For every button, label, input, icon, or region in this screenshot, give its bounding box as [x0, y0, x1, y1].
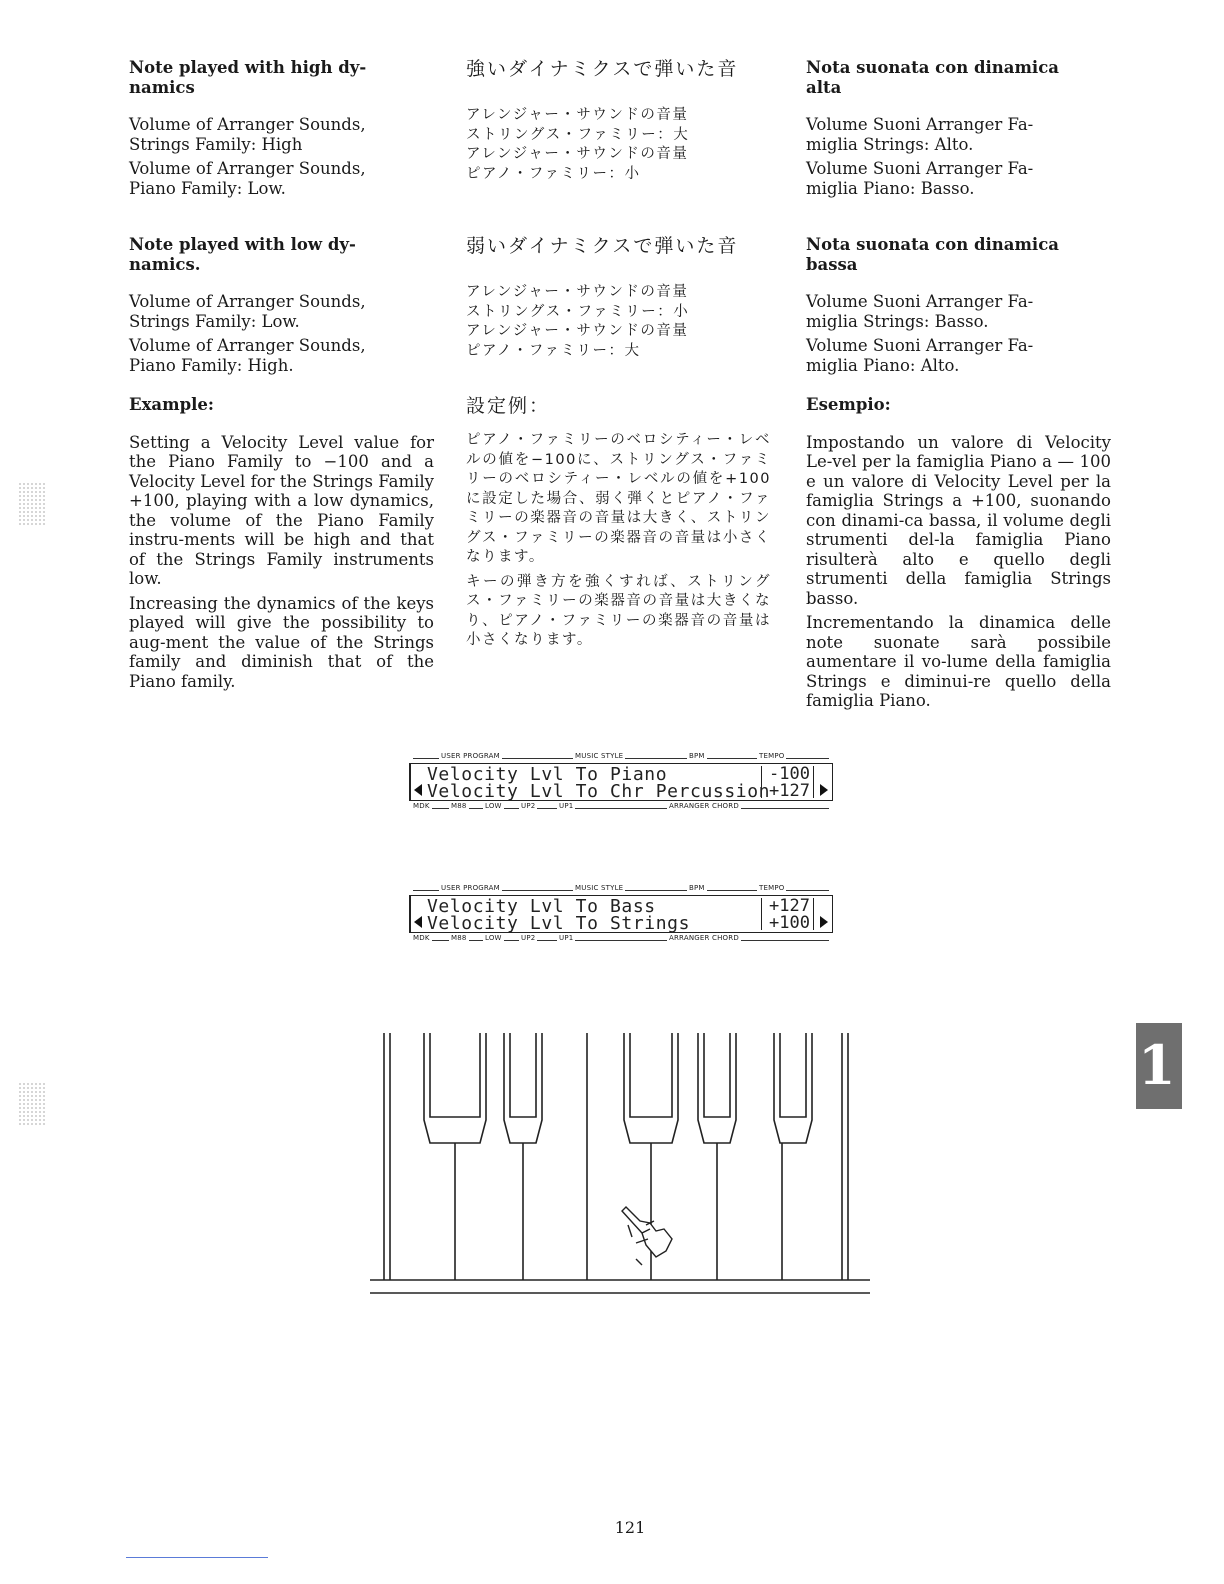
label-low: LOW [485, 934, 502, 942]
jp-high-lines: アレンジャー・サウンドの音量 ストリングス・ファミリー：大 アレンジャー・サウンドの音量 ピアノ・ファミリー：小 [466, 107, 690, 182]
label-up2: UP2 [521, 802, 536, 810]
lcd-screen [409, 895, 833, 933]
lcd-top-labels [409, 883, 833, 895]
en-example-p2: Increasing the dynamics of the keys played will give the possibility to aug-ment the value of the Strings family and diminish that of the Piano family. [129, 593, 434, 691]
label-arranger-chord: ARRANGER CHORD [669, 802, 739, 810]
jp-example-p1: ピアノ・ファミリーのベロシティー・レベルの値を−100に、ストリングス・ファミリーのベロシティー・レベルの値を+100に設定した場合、弱く弾くとピアノ・ファミリーの楽器音の音量は大きく、ストリングス・ファミリーの楽器音の音量は小さくなります。 [466, 432, 771, 565]
lcd-bottom-labels [409, 801, 833, 813]
jp-low-heading: 弱いダイナミクスで弾いた音 [466, 235, 739, 257]
jp-section-example [466, 395, 771, 656]
label-tempo: TEMPO [759, 884, 785, 892]
label-arranger-chord: ARRANGER CHORD [669, 934, 739, 942]
label-bpm: BPM [689, 884, 705, 892]
label-up2: UP2 [521, 934, 536, 942]
label-music-style: MUSIC STYLE [575, 752, 624, 760]
lcd-divider-right [813, 898, 814, 930]
it-example-p2: Incrementando la dinamica delle note suonate sarà possibile aumentare il vo-lume della famiglia Strings e diminui-re quello della famiglia Piano. [806, 613, 1111, 710]
en-section-high [129, 58, 434, 203]
it-example-p1: Impostando un valore di Velocity Le-vel per la famiglia Piano a — 100 e un valore di Velocity Level per la famiglia Strings a +100, suonando con dinami-ca bassa, il volume degli strumenti del-la famiglia Piano risulterà alto e quello degli strumenti della famiglia Strings basso. [806, 432, 1111, 608]
lcd-screen [409, 763, 833, 801]
keyboard-illustration [360, 1025, 880, 1300]
lcd-display-2 [409, 883, 833, 945]
it-example-heading: Esempio: [806, 395, 891, 414]
it-section-high [806, 58, 1111, 203]
scan-noise [18, 1082, 46, 1126]
en-high-strings: Volume of Arranger Sounds, Strings Family: High [129, 115, 366, 154]
page-number: 121 [614, 1518, 646, 1537]
it-high-piano: Volume Suoni Arranger Fa- miglia Piano: Basso. [806, 159, 1034, 198]
label-up1: UP1 [559, 802, 574, 810]
jp-example-p2: キーの弾き方を強くすれば、ストリングス・ファミリーの楽器音の音量は大きくなり、ピアノ・ファミリーの楽器音の音量は小さくなります。 [466, 573, 771, 648]
lcd-display-1 [409, 751, 833, 813]
it-low-piano: Volume Suoni Arranger Fa- miglia Piano: Alto. [806, 336, 1034, 375]
lcd-top-labels [409, 751, 833, 763]
jp-section-low [466, 235, 771, 366]
hand-pointer-icon [622, 1207, 672, 1265]
label-bpm: BPM [689, 752, 705, 760]
scan-noise [18, 482, 46, 526]
footer-rule [126, 1557, 268, 1558]
lcd-divider [761, 766, 762, 798]
en-section-low [129, 235, 434, 380]
en-low-strings: Volume of Arranger Sounds, Strings Family: Low. [129, 292, 366, 331]
en-high-piano: Volume of Arranger Sounds, Piano Family: Low. [129, 159, 366, 198]
lcd-line-1: Velocity Lvl To Bass [427, 896, 656, 917]
jp-high-heading: 強いダイナミクスで弾いた音 [466, 58, 739, 80]
black-keys [424, 1033, 812, 1143]
lcd-line-2: Velocity Lvl To Chr Percussion [427, 781, 771, 802]
label-mdk: MDK [413, 802, 430, 810]
en-low-heading: Note played with low dy- namics. [129, 235, 356, 274]
jp-example-heading: 設定例： [466, 395, 551, 417]
en-section-example [129, 395, 434, 696]
label-user-program: USER PROGRAM [441, 884, 500, 892]
chapter-tab [1136, 1023, 1182, 1109]
jp-low-lines: アレンジャー・サウンドの音量 ストリングス・ファミリー：小 アレンジャー・サウンドの音量 ピアノ・ファミリー：大 [466, 284, 690, 359]
lcd-value-2: +100 [769, 913, 810, 933]
lcd-value-1: +127 [769, 896, 810, 916]
en-high-heading: Note played with high dy- namics [129, 58, 367, 97]
label-music-style: MUSIC STYLE [575, 884, 624, 892]
label-user-program: USER PROGRAM [441, 752, 500, 760]
label-low: LOW [485, 802, 502, 810]
label-m88: M88 [451, 934, 467, 942]
left-arrow-icon [414, 916, 422, 928]
it-high-heading: Nota suonata con dinamica alta [806, 58, 1059, 97]
it-section-example [806, 395, 1111, 716]
left-arrow-icon [414, 784, 422, 796]
it-low-heading: Nota suonata con dinamica bassa [806, 235, 1059, 274]
jp-section-high [466, 58, 771, 189]
label-mdk: MDK [413, 934, 430, 942]
label-up1: UP1 [559, 934, 574, 942]
lcd-divider [761, 898, 762, 930]
it-section-low [806, 235, 1111, 380]
lcd-value-1: -100 [769, 764, 810, 784]
lcd-divider-right [813, 766, 814, 798]
it-high-strings: Volume Suoni Arranger Fa- miglia Strings: Alto. [806, 115, 1034, 154]
lcd-line-1: Velocity Lvl To Piano [427, 764, 668, 785]
en-example-p1: Setting a Velocity Level value for the Piano Family to −100 and a Velocity Level for the Strings Family +100, playing with a low dynamics, the volume of the Piano Family instru-ments will be high and that of the Strings Family instruments low. [129, 432, 434, 588]
right-arrow-icon [820, 784, 828, 796]
lcd-line-2: Velocity Lvl To Strings [427, 913, 691, 934]
right-arrow-icon [820, 916, 828, 928]
chapter-number: 1 [1138, 1033, 1176, 1097]
it-low-strings: Volume Suoni Arranger Fa- miglia Strings: Basso. [806, 292, 1034, 331]
lcd-value-2: +127 [769, 781, 810, 801]
label-m88: M88 [451, 802, 467, 810]
en-example-heading: Example: [129, 395, 214, 414]
lcd-bottom-labels [409, 933, 833, 945]
en-low-piano: Volume of Arranger Sounds, Piano Family: High. [129, 336, 366, 375]
label-tempo: TEMPO [759, 752, 785, 760]
